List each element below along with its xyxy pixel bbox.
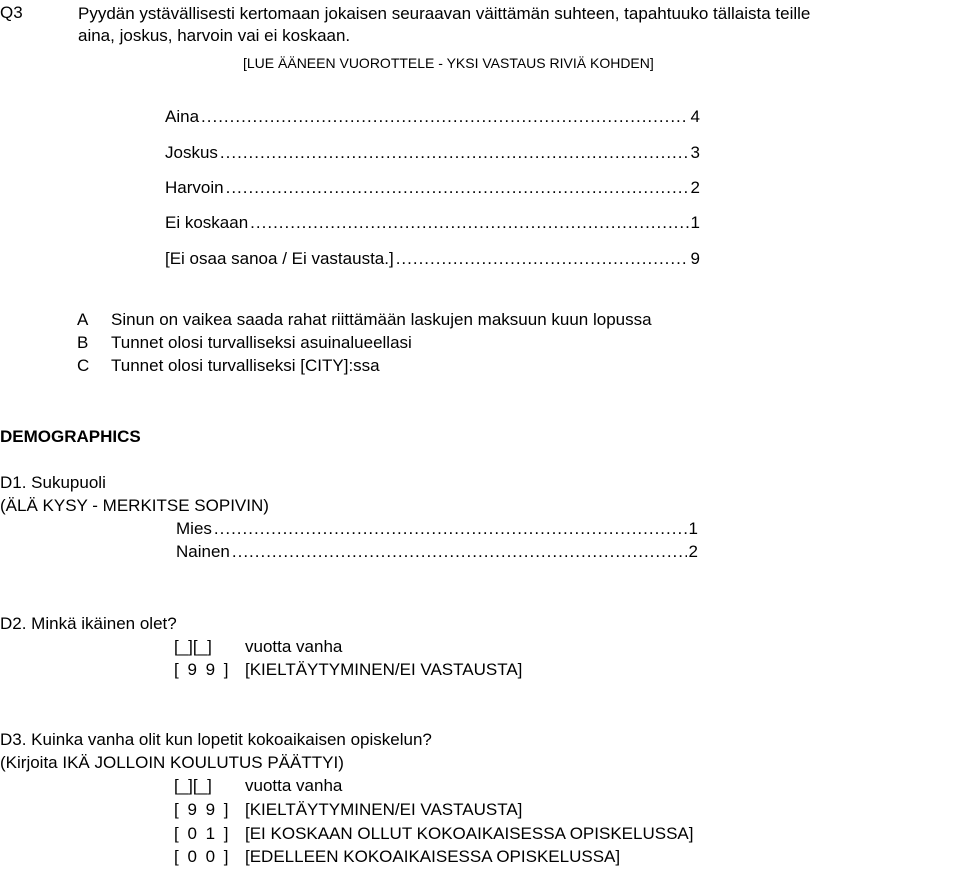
dot-leader bbox=[250, 213, 688, 233]
response-text: vuotta vanha bbox=[245, 637, 343, 656]
statement-letter: A bbox=[77, 310, 89, 329]
answer-option bbox=[165, 107, 700, 130]
answer-code: 2 bbox=[688, 542, 698, 561]
response-text: [KIELTÄYTYMINEN/EI VASTAUSTA] bbox=[245, 660, 523, 679]
statement-item bbox=[77, 333, 412, 353]
d1-title: D1. Sukupuoli bbox=[0, 473, 106, 492]
response-code: [ 0 0 ] bbox=[174, 847, 231, 866]
answer-option bbox=[165, 178, 700, 201]
dot-leader bbox=[220, 143, 689, 163]
question-text-line-1: Pyydän ystävällisesti kertomaan jokaisen seuraavan väittämän suhteen, tapahtuuko tällaista teille bbox=[78, 4, 811, 23]
d2-title: D2. Minkä ikäinen olet? bbox=[0, 614, 177, 633]
response-code: [_][_] bbox=[174, 776, 212, 795]
response-text: [KIELTÄYTYMINEN/EI VASTAUSTA] bbox=[245, 800, 523, 819]
statement-letter: C bbox=[77, 356, 90, 375]
dot-leader bbox=[232, 542, 687, 562]
answer-option bbox=[176, 519, 698, 542]
answer-option bbox=[165, 249, 700, 272]
answer-code: 1 bbox=[688, 519, 698, 538]
statement-text: Tunnet olosi turvalliseksi [CITY]:ssa bbox=[111, 356, 380, 375]
statement-letter: B bbox=[77, 333, 89, 352]
answer-label: Aina bbox=[165, 107, 200, 126]
question-text-line-2: aina, joskus, harvoin vai ei koskaan. bbox=[78, 26, 351, 45]
response-code: [_][_] bbox=[174, 637, 212, 656]
statement-item bbox=[77, 356, 380, 376]
answer-option bbox=[165, 213, 700, 236]
d3-instruction: (Kirjoita IKÄ JOLLOIN KOULUTUS PÄÄTTYI) bbox=[0, 753, 344, 772]
statement-item bbox=[77, 310, 652, 330]
response-code: [ 9 9 ] bbox=[174, 660, 231, 679]
dot-leader bbox=[201, 107, 689, 127]
response-text: [EDELLEEN KOKOAIKAISESSA OPISKELUSSA] bbox=[245, 847, 621, 866]
statement-text: Sinun on vaikea saada rahat riittämään laskujen maksuun kuun lopussa bbox=[111, 310, 652, 329]
answer-code: 3 bbox=[690, 143, 700, 162]
d1-instruction: (ÄLÄ KYSY - MERKITSE SOPIVIN) bbox=[0, 496, 269, 515]
response-code: [ 9 9 ] bbox=[174, 800, 231, 819]
answer-label: Nainen bbox=[176, 542, 230, 561]
response-text: vuotta vanha bbox=[245, 776, 343, 795]
section-heading: DEMOGRAPHICS bbox=[0, 427, 141, 446]
answer-code: 4 bbox=[690, 107, 700, 126]
response-text: [EI KOSKAAN OLLUT KOKOAIKAISESSA OPISKELUSSA] bbox=[245, 824, 694, 843]
answer-code: 2 bbox=[690, 178, 700, 197]
response-code: [ 0 1 ] bbox=[174, 824, 231, 843]
answer-option bbox=[165, 143, 700, 166]
answer-label: Mies bbox=[176, 519, 212, 538]
answer-option bbox=[176, 542, 698, 565]
dot-leader bbox=[396, 249, 689, 269]
answer-code: 1 bbox=[690, 213, 700, 232]
answer-label: Harvoin bbox=[165, 178, 224, 197]
answer-label: [Ei osaa sanoa / Ei vastausta.] bbox=[165, 249, 394, 268]
question-number: Q3 bbox=[0, 3, 23, 22]
answer-label: Joskus bbox=[165, 143, 218, 162]
answer-label: Ei koskaan bbox=[165, 213, 249, 232]
dot-leader bbox=[226, 178, 689, 198]
d3-title: D3. Kuinka vanha olit kun lopetit kokoaikaisen opiskelun? bbox=[0, 730, 432, 749]
dot-leader bbox=[214, 519, 687, 539]
statement-text: Tunnet olosi turvalliseksi asuinalueellasi bbox=[111, 333, 412, 352]
read-aloud-instruction: [LUE ÄÄNEEN VUOROTTELE - YKSI VASTAUS RIVIÄ KOHDEN] bbox=[243, 55, 654, 71]
answer-code: 9 bbox=[690, 249, 700, 268]
